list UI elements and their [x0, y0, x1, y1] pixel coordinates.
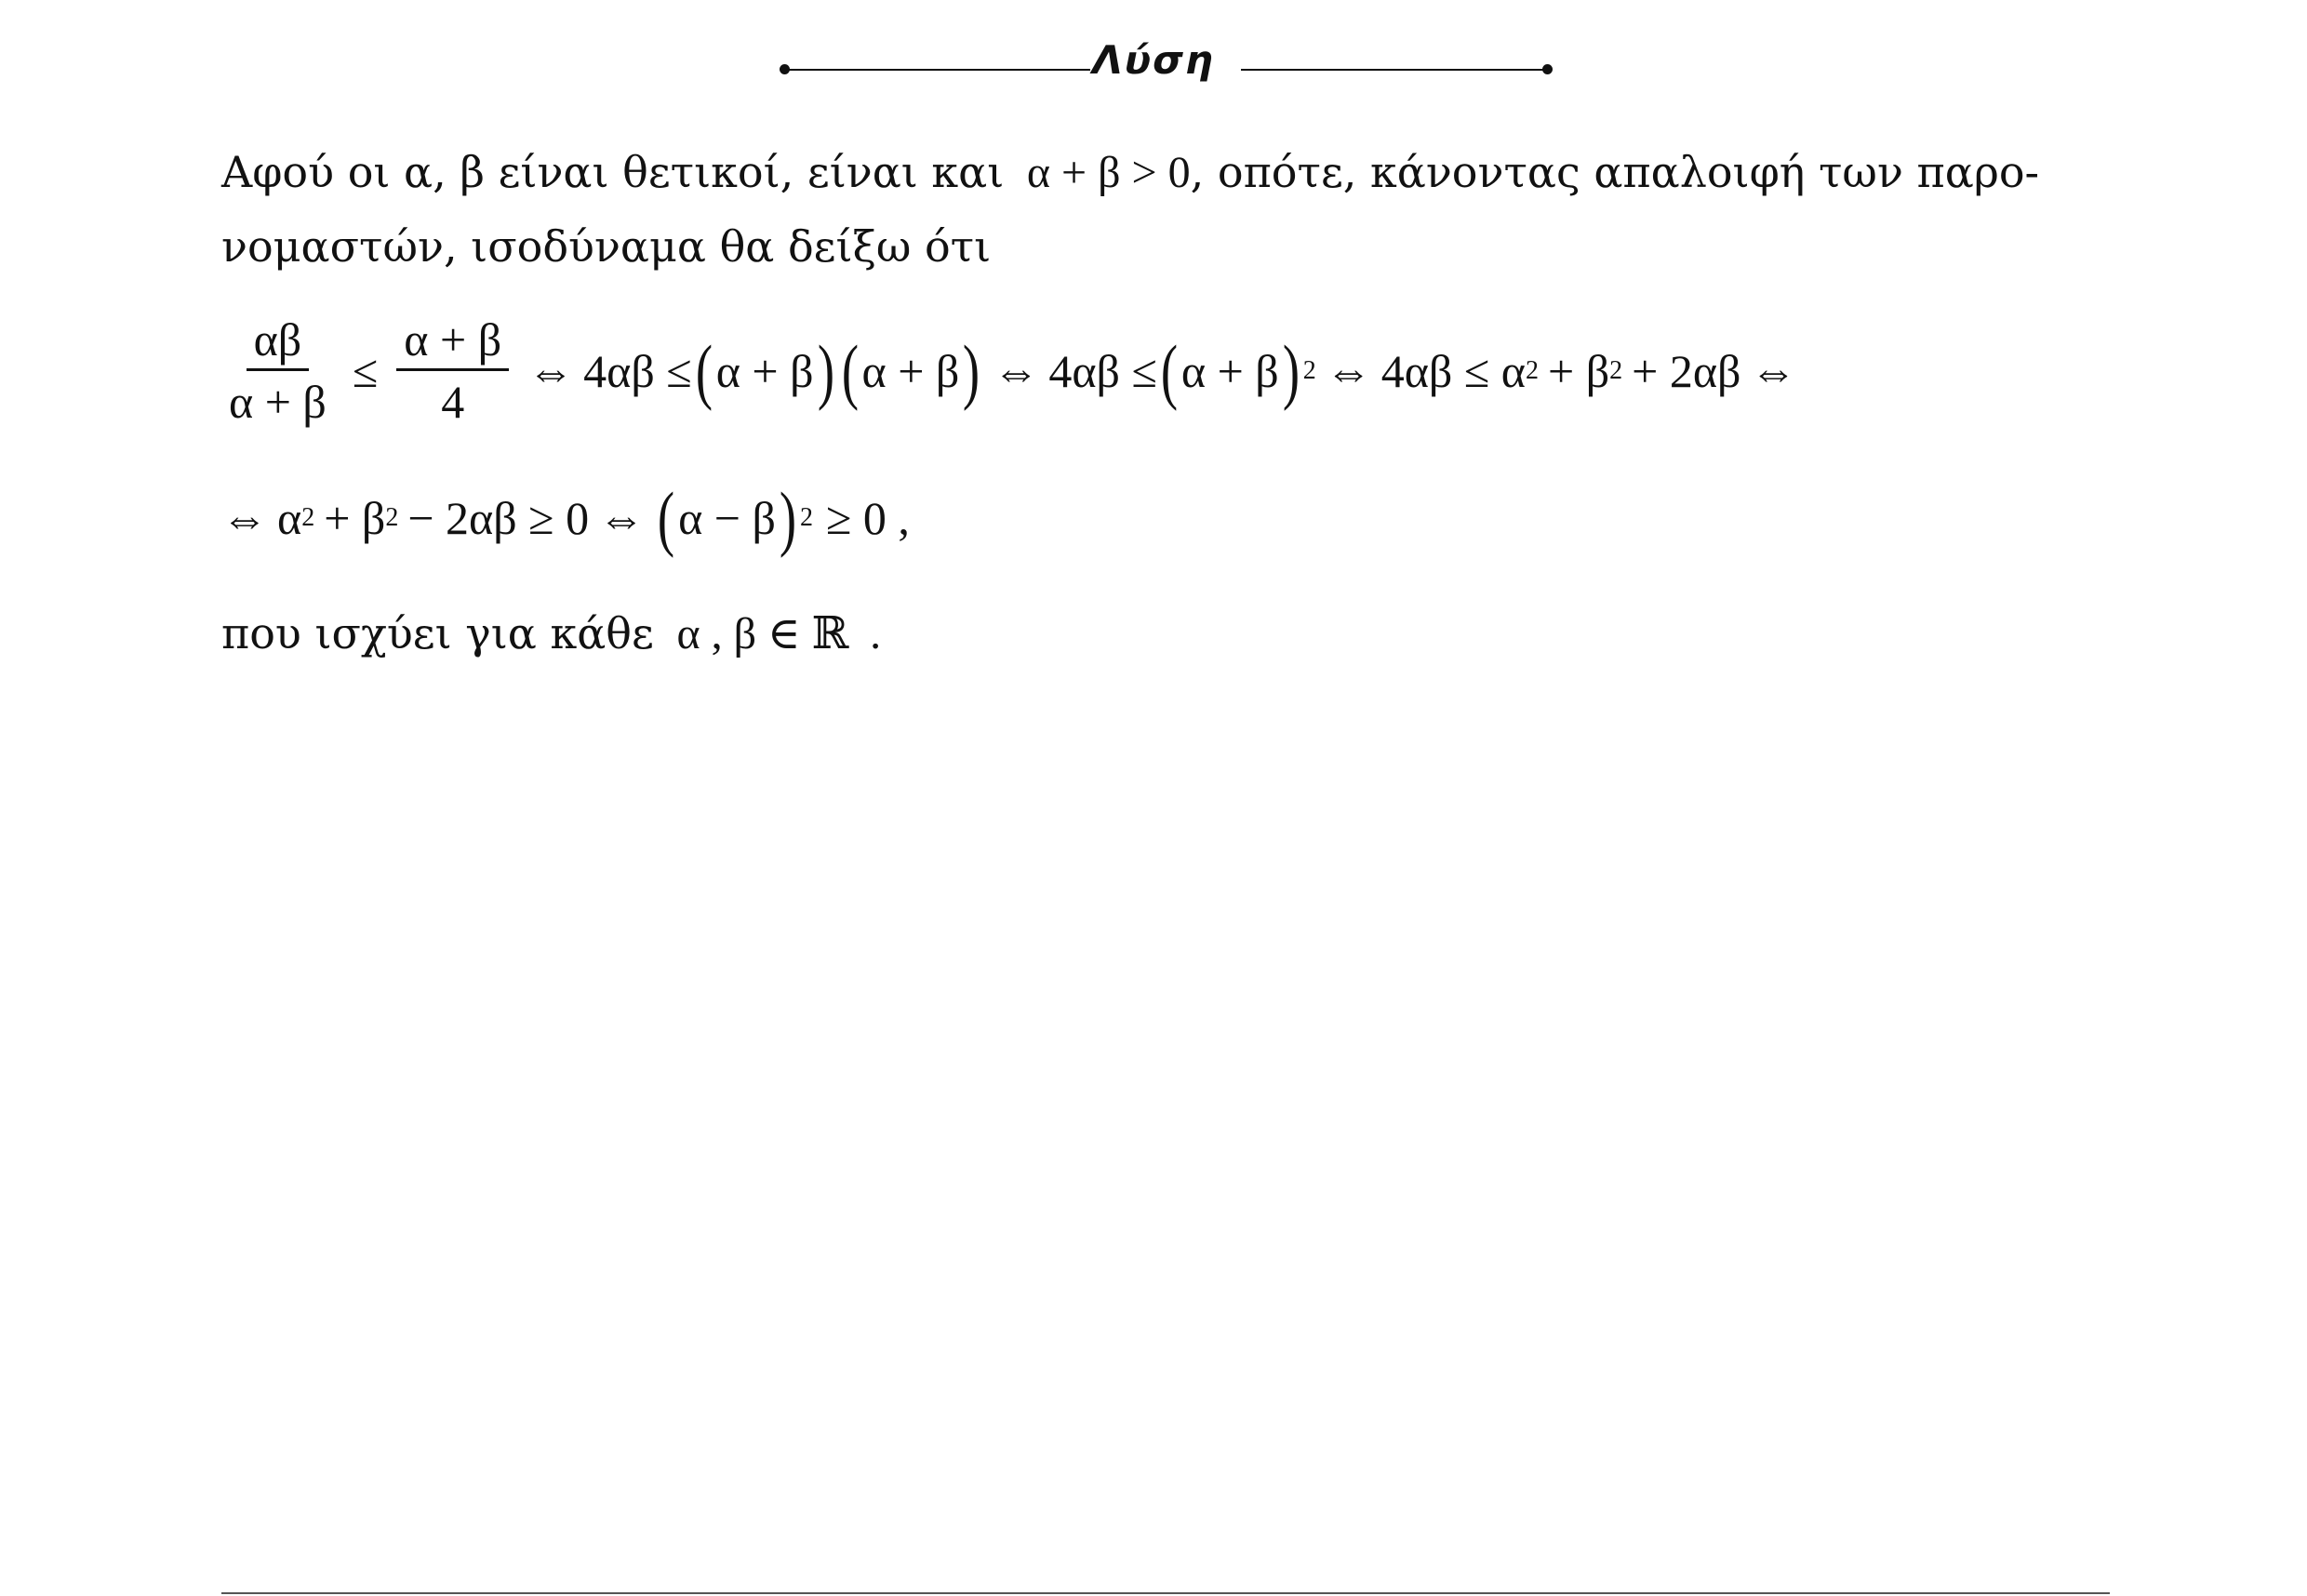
- paragraph-line-1-end: , οπότε, κάνοντας απαλοιφή των παρο-: [1190, 147, 2040, 197]
- conclusion-period: .: [870, 609, 882, 658]
- conclusion-math: α , β ∈ ℝ: [676, 609, 849, 658]
- right-paren: ): [817, 329, 834, 411]
- equation-2: ⇔ α 2 + β 2 − 2αβ ≥ 0 ⇔ ( α − β ) 2 ≥ 0 ,: [221, 477, 910, 558]
- iff-symbol-5: ⇔: [221, 492, 268, 544]
- conclusion-line: [221, 608, 882, 658]
- fraction-1-denominator: α + β: [229, 376, 327, 428]
- iff-symbol-6: ⇔: [598, 492, 646, 544]
- right-paren: ): [1282, 329, 1300, 411]
- eq2-part-3: − 2αβ ≥ 0: [407, 492, 590, 544]
- step-2-lhs: 4αβ ≤: [1048, 344, 1157, 397]
- leq-symbol: ≤: [352, 344, 379, 397]
- step-3-part-a: 4αβ ≤ α: [1380, 344, 1527, 397]
- footer-rule: [221, 1592, 2110, 1594]
- step-1-lhs: 4αβ ≤: [583, 344, 692, 397]
- inline-math-sum-positive: α + β > 0: [1026, 148, 1191, 197]
- fraction-2-denominator: 4: [441, 376, 465, 428]
- eq2-tail: ≥ 0 ,: [825, 492, 910, 544]
- step-1-inner-1: α + β: [715, 344, 814, 397]
- paragraph-line-1-start: Αφού οι α, β είναι θετικοί, είναι και: [221, 147, 1005, 197]
- paragraph-line-1: [221, 147, 2040, 197]
- fraction-2-numerator: α + β: [396, 316, 509, 371]
- heading-title: Λύση: [1092, 37, 1215, 83]
- paragraph-line-2: νομαστών, ισοδύναμα θα δείξω ότι: [221, 221, 992, 272]
- fraction-1-numerator: αβ: [247, 316, 310, 371]
- eq2-inner: α − β: [678, 492, 776, 544]
- fraction-sum-over-four: [396, 313, 509, 428]
- step-1-inner-2: α + β: [861, 344, 960, 397]
- right-paren: ): [779, 477, 797, 558]
- iff-symbol-1: ⇔: [527, 344, 575, 397]
- heading-right-dot: [1542, 64, 1553, 74]
- step-3-part-c: + 2αβ: [1632, 344, 1741, 397]
- iff-symbol-3: ⇔: [1325, 344, 1372, 397]
- left-paren: (: [695, 329, 713, 411]
- eq2-part-1: α: [277, 492, 302, 544]
- fraction-ab-over-sum: [221, 313, 334, 428]
- iff-symbol-2: ⇔: [993, 344, 1040, 397]
- left-paren: (: [1160, 329, 1179, 411]
- left-paren: (: [841, 329, 859, 411]
- right-paren: ): [963, 329, 980, 411]
- heading-right-rule: [1241, 69, 1548, 71]
- left-paren: (: [658, 477, 675, 558]
- conclusion-text: που ισχύει για κάθε: [221, 608, 654, 658]
- eq2-part-2: + β: [324, 492, 386, 544]
- step-3-part-b: + β: [1548, 344, 1610, 397]
- iff-symbol-4: ⇔: [1750, 344, 1797, 397]
- step-2-inner: α + β: [1180, 344, 1279, 397]
- equation-1: $\frac{\alpha\beta}{\alpha + \beta}$ ≤ $\frac{\alpha + \beta}{4}$ ⇔ 4αβ ≤ ( α + β ) ( α + β ) ⇔ 4αβ ≤ ( α + β ) 2 ⇔ 4αβ ≤ α 2 + β 2 + 2αβ ⇔: [221, 316, 1807, 425]
